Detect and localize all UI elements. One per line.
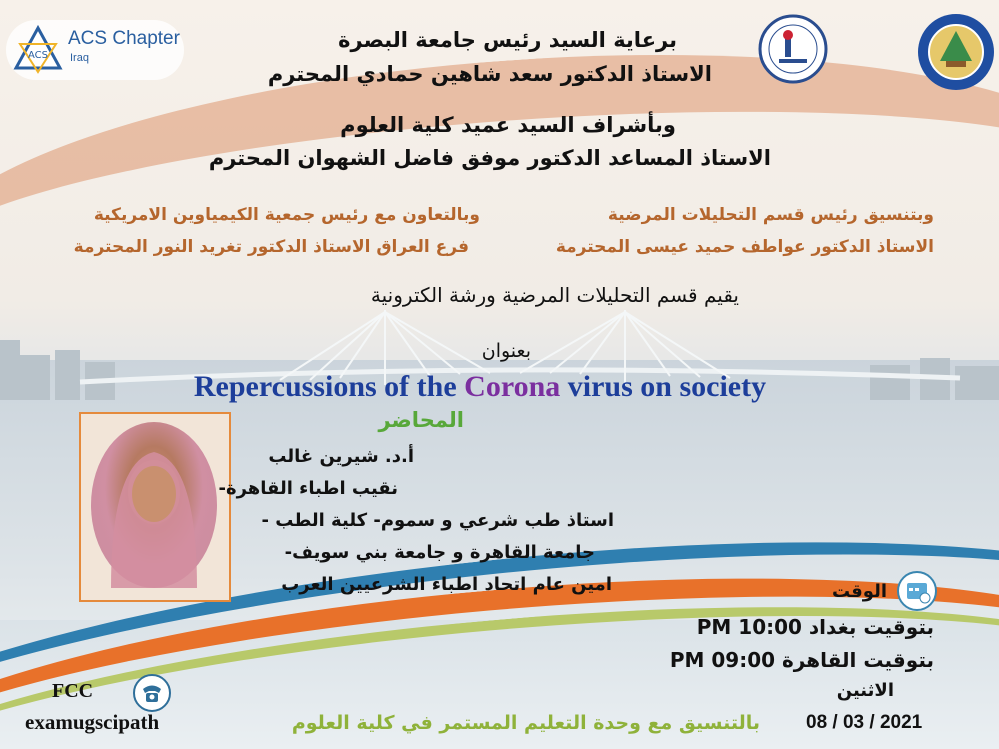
workshop-intro: يقيم قسم التحليلات المرضية ورشة الكترونية [370, 283, 739, 307]
header-line-2: الاستاذ الدكتور سعد شاهين حمادي المحترم [267, 62, 712, 86]
lecturer-line-2: استاذ طب شرعي و سموم- كلية الطب - [261, 510, 614, 531]
lecturer-name: أ.د. شيرين غالب [268, 446, 414, 467]
platform-label: FCC [52, 680, 94, 702]
coord-left-line-2: فرع العراق الاستاذ الدكتور تغريد النور المحترمة [73, 237, 469, 257]
lecturer-heading: المحاضر [378, 408, 464, 432]
coord-right-line-2: الاستاذ الدكتور عواطف حميد عيسى المحترمة [555, 237, 934, 257]
workshop-title [120, 370, 840, 404]
schedule-baghdad-time: بتوقيت بغداد 10:00 PM [696, 615, 934, 639]
acs-chapter-logo [6, 20, 184, 80]
acs-iraq-label: Iraq [70, 52, 89, 64]
svg-text:ACS: ACS [28, 50, 48, 61]
header-line-1: برعاية السيد رئيس جامعة البصرة [338, 28, 677, 52]
phone-icon [133, 674, 171, 712]
lecturer-line-3: جامعة القاهرة و جامعة بني سويف- [284, 542, 595, 563]
schedule-time-label: الوقت [831, 581, 887, 602]
schedule-day: الاثنين [836, 680, 894, 701]
schedule-date: 08 / 03 / 2021 [806, 712, 923, 733]
acs-emblem-icon [10, 22, 66, 78]
workshop-title-part-2: virus on society [560, 370, 767, 403]
lecturer-photo [91, 422, 217, 588]
calendar-clock-icon [897, 571, 937, 611]
footer-note: بالتنسيق مع وحدة التعليم المستمر في كلية العلوم [291, 712, 760, 734]
lecturer-photo-frame [79, 412, 231, 602]
workshop-title-highlight: Corona [464, 370, 561, 403]
university-of-basrah-logo-icon [916, 11, 996, 93]
schedule-cairo-time: بتوقيت القاهرة 09:00 PM [669, 648, 934, 672]
coord-right-line-1: وبتنسيق رئيس قسم التحليلات المرضية [607, 205, 934, 225]
header-line-4: الاستاذ المساعد الدكتور موفق فاضل الشهوان المحترم [208, 146, 771, 170]
header-line-3: وبأشراف السيد عميد كلية العلوم [340, 113, 676, 137]
lecturer-line-1: نقيب اطباء القاهرة- [218, 478, 398, 499]
coord-left-line-1: وبالتعاون مع رئيس جمعية الكيمياوين الامريكية [93, 205, 480, 225]
meeting-code: examugscipath [25, 710, 160, 734]
lecturer-line-4: امين عام اتحاد اطباء الشرعيين العرب [281, 574, 612, 595]
lecturer-portrait-icon [91, 422, 217, 588]
workshop-titled-label: بعنوان [481, 340, 531, 362]
acs-chapter-label: ACS Chapter [68, 28, 180, 49]
workshop-title-part-1: Repercussions of the [193, 370, 465, 403]
department-logo-icon [757, 13, 829, 85]
